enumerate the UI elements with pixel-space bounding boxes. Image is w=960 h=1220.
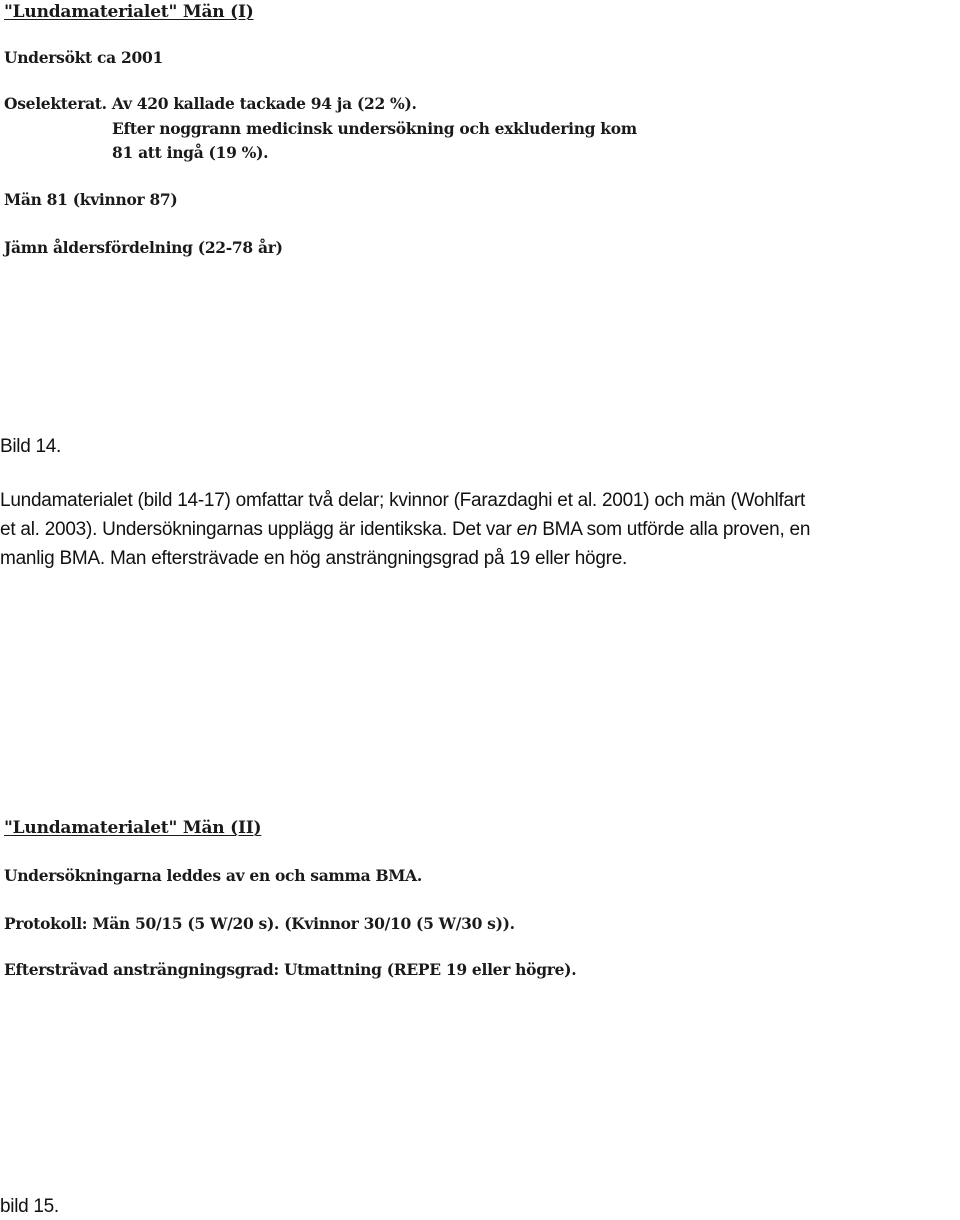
slide-line-selection: Oselekterat. Av 420 kallade tackade 94 ja (22 %). [4,94,417,113]
paragraph-line [0,515,958,544]
slide-title: "Lundamaterialet" Män (I) [4,2,254,22]
emphasis-text: en [516,519,538,540]
slide-image-15 [4,816,704,996]
paragraph-text: BMA som utförde alla proven, en [537,519,811,540]
paragraph-line: Lundamaterialet (bild 14-17) omfattar två delar; kvinnor (Farazdaghi et al. 2001) och män (Wohlfart [0,490,805,511]
figure-caption: bild 15. [0,1196,59,1217]
slide-line-exclusion: Efter noggrann medicinsk undersökning och exkludering kom [112,119,637,138]
slide-image-14 [4,0,704,270]
slide-line-exertion: Eftersträvad ansträngningsgrad: Utmattning (REPE 19 eller högre). [4,960,577,979]
slide-line-counts: Män 81 (kvinnor 87) [4,190,178,209]
slide-line-study-date: Undersökt ca 2001 [4,48,163,67]
slide-line-protocol: Protokoll: Män 50/15 (5 W/20 s). (Kvinnor 30/10 (5 W/30 s)). [4,914,515,933]
slide-line-age-distribution: Jämn åldersfördelning (22-78 år) [4,238,283,257]
slide-line-included: 81 att ingå (19 %). [112,143,269,162]
slide-title: "Lundamaterialet" Män (II) [4,818,262,838]
body-paragraph [0,486,958,573]
paragraph-line: manlig BMA. Man eftersträvade en hög ansträngningsgrad på 19 eller högre. [0,548,628,569]
figure-caption: Bild 14. [0,436,61,457]
paragraph-text: et al. 2003). Undersökningarnas upplägg är identikska. Det var [0,519,517,540]
slide-line-bma: Undersökningarna leddes av en och samma BMA. [4,866,422,885]
